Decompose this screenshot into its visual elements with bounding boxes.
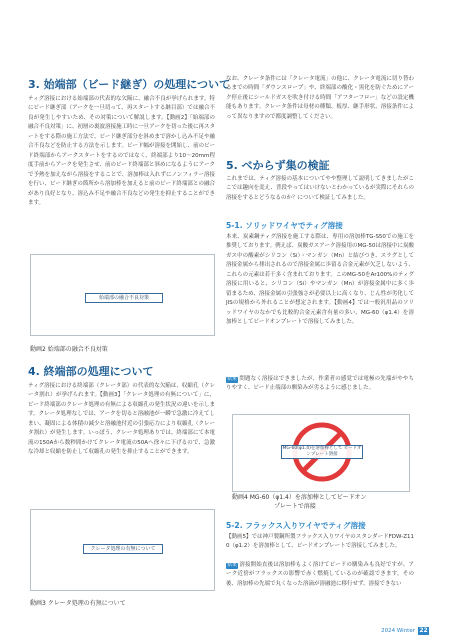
section-4-title: 4. 終端部の処理について	[28, 365, 154, 378]
figure-4-caption-line-1: 動画4 MG-60（φ1.4）を溶加棒としてビードオン	[232, 494, 367, 501]
page-number: 22	[419, 627, 428, 634]
figure-3-frame	[30, 509, 215, 591]
issue-label: 2024 Winter	[381, 628, 415, 634]
figure-4-label: MG-60(φ1.4)を溶加棒として ビードオンプレート溶接	[282, 446, 362, 457]
figure-3-label: クレータ処理の有無について	[83, 544, 163, 554]
section-5-1-result	[226, 375, 414, 394]
page-footer	[381, 627, 429, 635]
section-5-2-body: 【動画5】では神戸製鋼所製フラックス入りワイヤのスタンダードFDW-Z110（φ1.2）を溶加棒として、ビードオンプレートで溶接してみました。	[226, 534, 414, 550]
section-3-body: ティグ溶接における始端部の代表的な欠陥に、融合不良が挙げられます。特にビード継ぎ部（アークを一旦切って、再スタートする継目部）では融合不良が発生しやすいため、その対策について解説します。【動画2】「始端部の融合不良対策」に、初層の裏波溶接施工時に一旦アークを切った後に再スタートをする際の施工方法で、ビード継ぎ部分を斜めまで溶かし込み不足や融合不良などを防止する方法を示します。ビード幅が溶接を開始し、前のビード終端部からアークスタートをするのではなく、終端部より10〜20mm程度手前からアークを発生させ、前のビード終端部と斜めになるようにアークで予熱を加えながら溶接をすることで、溶加棒は入れずにノンフィラー溶接を行い、ビード継ぎの箇所から溶加棒を加えると前のビード終端部との融合があり良好となり、溶込み不足や融合不良などの発生を抑止することができます。	[28, 96, 216, 206]
section-5-1-body: 本来、炭素鋼ティグ溶接を施工する際は、専用の溶加棒TG-S50での施工を推奨しております。例えば、炭酸ガスアーク溶接用のMG-50は溶接中に炭酸ガス中の酸素がシリコン（Si）・マンガン（Mn）と結びつき、スラグとして溶接金属から排出されるので溶接金属に歩留る合金元素が欠乏しないよう、これらの元素は若干多く含まれております。このMG-50をAr100%のティグ溶接に用いると、シリコン（Si）やマンガン（Mn）が溶接金属中に多く歩留まるため、溶接金属の引張強さが必要以上に高くなり、じん性が劣化してJISの規格から外れることが想定されます。【動画4】では一般汎用品のソリッドワイヤのなかでも比較的合金元素含有量の多い、MG-60（φ1.4）を溶加棒としてビードオンプレートで溶接してみました。	[226, 234, 414, 326]
figure-4-caption-line-2: プレートで溶接	[274, 503, 316, 510]
result-badge: 結果	[227, 376, 237, 382]
section-3-continued-body: なお、クレータ条件には「クレータ電流」の他に、クレータ電流に切り替わるまでの時間「ダウンスロープ」や、終端部の酸化・黒化を防ぐためにアーク停止後にシールドガスを吹き付ける時間「アフターフロー」などの設定機能もあります。クレータ条件は母材の種類、板厚、継手形状、溶接条件によって異なりますので都度調整してください。	[226, 76, 414, 120]
section-5-title: 5. べからず集の検証	[226, 159, 330, 172]
figure-2-label: 始端部の融合不良対策	[85, 293, 163, 303]
section-3-title: 3. 始端部（ビード継ぎ）の処理について	[28, 78, 231, 91]
section-5-1-title: 5-1. ソリッドワイヤでティグ溶接	[226, 221, 343, 230]
section-5-2-title: 5-2. フラックス入りワイヤでティグ溶接	[226, 521, 366, 530]
section-4-body: ティグ溶接における終端部（クレータ部）の代表的な欠陥は、収縮孔（クレータ割れ）が挙げられます。【動画3】「クレータ処理の有無について」に、ビード終端部のクレータ処理の有無による収縮孔の発生状況の違いを示します。クレータ処理なしでは、アークを切ると溶融池が一瞬で急激に冷えてしまい、凝固による体積の減少と溶融池付近の引張応力により収縮孔（クレータ割れ）が発生します。いっぽう、クレータ処理ありでは、終端部にて本電流の150Aから数秒間かけてクレータ電流の50Aへ徐々に下げるので、急激な冷却と収縮を防止して収縮孔の発生を抑止することができます。	[28, 383, 216, 456]
section-5-2-result-text: 溶接開始直後は溶加棒もよく溶けてビードの馴染みも良好ですが、アーク近傍がフラックスの影響で赤く燃焼しているのが確認できます。その後、溶加棒の先端で丸くなった溶滴が溶融池に移行せず、溶接できない	[226, 562, 414, 587]
figure-3-caption: 動画3 クレータ処理の有無について	[30, 600, 126, 607]
figure-2-caption: 動画2 始端部の融合不良対策	[30, 346, 108, 353]
section-5-1-result-text: 問題なく溶接はできましたが、作業者の感覚では電極の先端がややちりやすく、ビード止端部の馴染みが劣るように感じました。	[226, 376, 414, 392]
section-5-2-result	[226, 561, 414, 589]
figure-2-frame	[30, 254, 215, 336]
section-5-body: これまでは、ティグ溶接の基本についてやや整理して説明してきましたがここでは趣向を変え、普段やってはいけないとわかっているが実際にそれらの溶接をするとどうなるのか？について検証してみました。	[226, 176, 414, 201]
figure-4-frame	[232, 414, 410, 492]
result-badge: 結果	[227, 562, 237, 568]
